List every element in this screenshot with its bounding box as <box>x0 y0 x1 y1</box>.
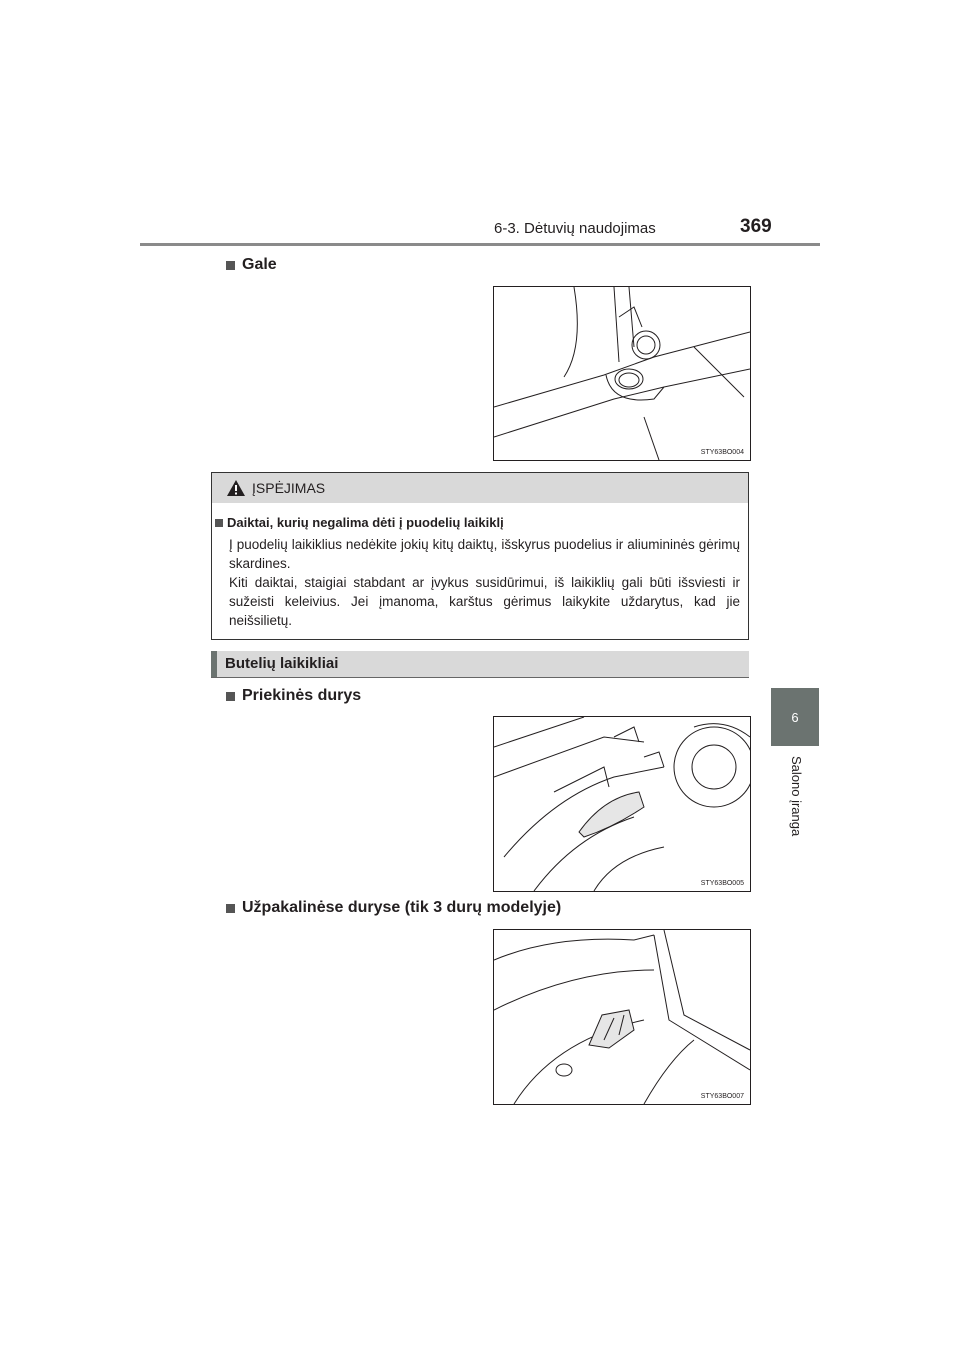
warning-paragraph-2: Kiti daiktai, staigiai stabdant ar įvykus susidūrimui, iš laikiklių gali būti išsviesti ir sužeisti keleivius. Jei įmanoma, karštus gėrimus laikykite uždarytus, kad jie neišsilietų. <box>229 575 740 628</box>
heading-front-doors-text: Priekinės durys <box>242 687 362 704</box>
warning-title: ĮSPĖJIMAS <box>252 480 326 496</box>
warning-paragraph-1: Į puodelių laikiklius nedėkite jokių kitų daiktų, išskyrus puodelius ir aliumininės gėrimų skardines. <box>229 537 740 571</box>
section-accent <box>211 651 217 677</box>
chapter-label: Salono įranga <box>789 756 804 837</box>
square-bullet-icon <box>215 519 223 527</box>
square-bullet-icon <box>226 904 235 913</box>
heading-gale <box>226 256 277 274</box>
page-number: 369 <box>740 216 772 237</box>
heading-gale-text: Gale <box>242 256 277 273</box>
square-bullet-icon <box>226 261 235 270</box>
heading-front-doors <box>226 687 361 705</box>
warning-box <box>211 472 749 640</box>
chapter-number: 6 <box>791 709 799 725</box>
section-title-bar <box>211 651 749 678</box>
figure-code: STY63BO004 <box>700 449 744 456</box>
heading-rear-doors-text: Užpakalinėse duryse (tik 3 durų modelyje) <box>242 899 562 916</box>
figure-code: STY63BO005 <box>700 880 744 887</box>
warning-header <box>212 473 748 503</box>
chapter-tab <box>771 688 819 746</box>
header-section-title: 6-3. Dėtuvių naudojimas <box>494 220 656 237</box>
section-title: Butelių laikikliai <box>225 655 339 672</box>
figure-rear-cupholder <box>493 286 751 461</box>
figure-front-door-bottle-holder <box>493 716 751 892</box>
warning-triangle-icon <box>226 479 246 497</box>
heading-rear-doors <box>226 899 561 917</box>
warning-item-heading-text: Daiktai, kurių negalima dėti į puodelių laikiklį <box>227 515 504 530</box>
figure-rear-door-bottle-holder <box>493 929 751 1105</box>
warning-item-heading <box>215 515 504 530</box>
header-rule <box>140 243 820 246</box>
square-bullet-icon <box>226 692 235 701</box>
warning-body <box>229 535 740 630</box>
figure-code: STY63BO007 <box>700 1093 744 1100</box>
